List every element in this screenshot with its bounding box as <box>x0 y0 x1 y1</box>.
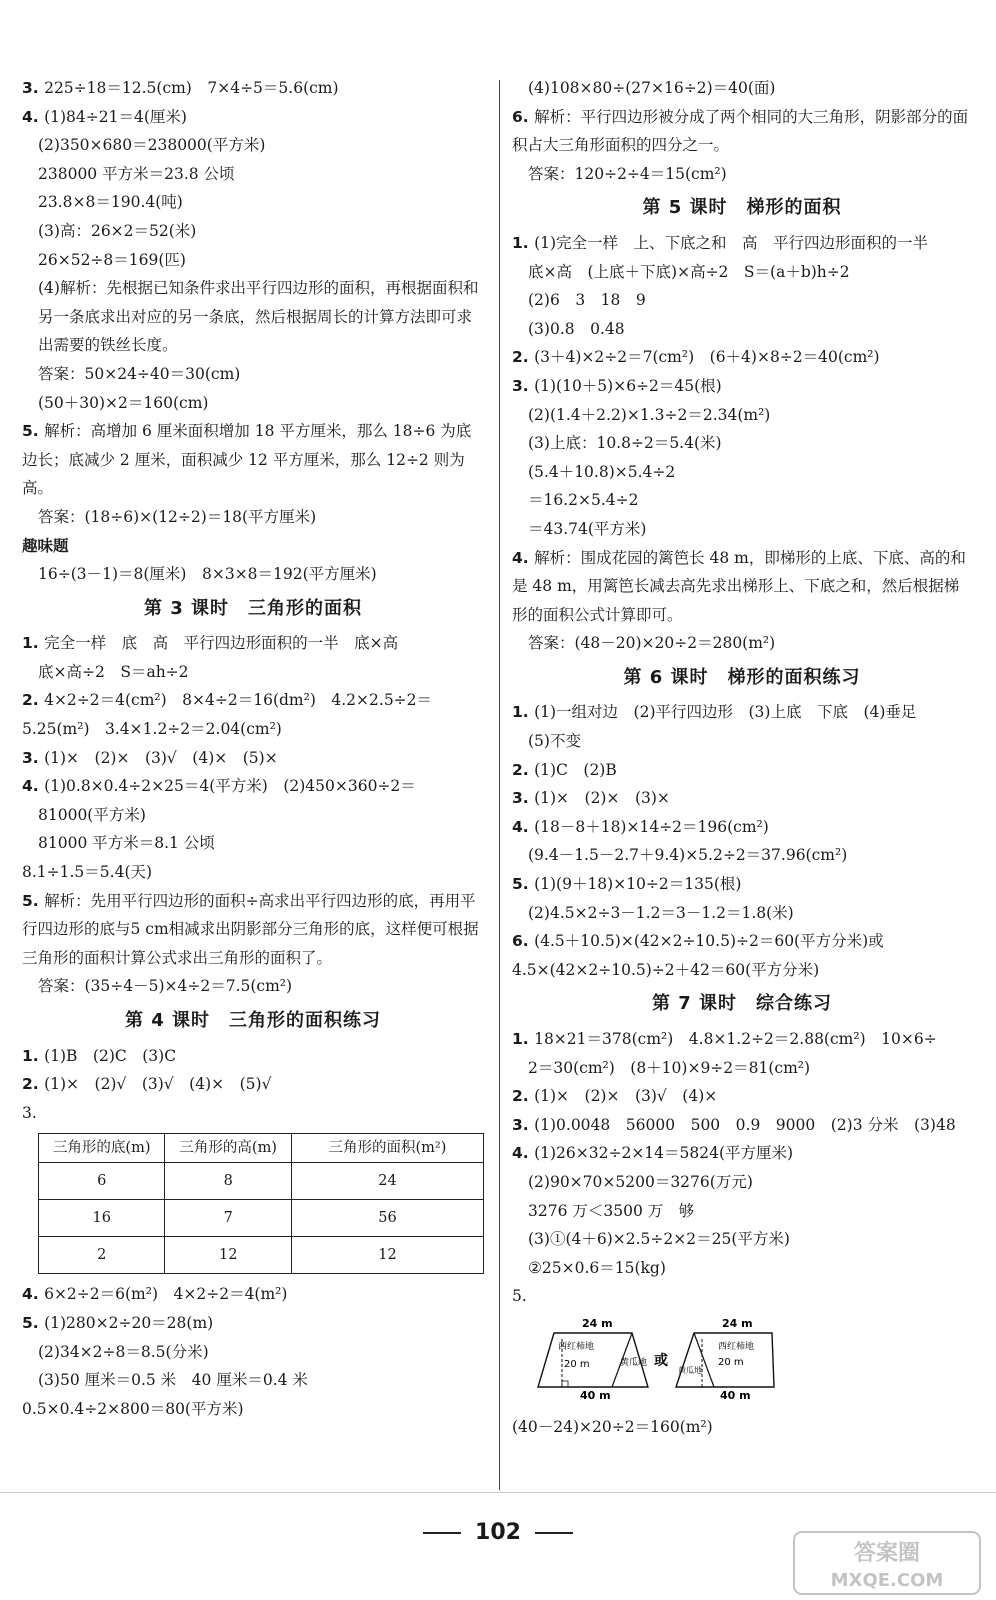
table-header-cell: 三角形的底(m) <box>39 1134 165 1163</box>
answer-line: 81000(平方米) <box>38 805 146 824</box>
footer-rule <box>0 1492 996 1493</box>
answer-block <box>512 229 972 658</box>
answer-line: 底×高 (上底＋下底)×高÷2 S＝(a＋b)h÷2 <box>528 262 850 281</box>
page-number: 102 <box>475 1520 521 1545</box>
label-height: 20 m <box>564 1358 590 1370</box>
answer-line: 8.1÷1.5＝5.4(天) <box>22 863 153 882</box>
right-angle-mark <box>562 1381 568 1387</box>
table-cell: 8 <box>165 1163 291 1200</box>
answer-line: 4. (1)0.8×0.4÷2×25＝4(平方米) (2)450×360÷2＝ <box>22 777 416 796</box>
answer-line: 5. <box>512 1287 527 1306</box>
answer-block <box>22 74 484 589</box>
answer-block <box>22 1042 484 1128</box>
answer-line: 5. (1)280×2÷20＝28(m) <box>22 1313 214 1332</box>
label-height: 20 m <box>718 1356 744 1368</box>
table-row <box>39 1237 484 1274</box>
answer-line: 2＝30(cm²) (8＋10)×9÷2＝81(cm²) <box>528 1058 811 1077</box>
label-or: 或 <box>654 1352 668 1369</box>
answer-line: 1. (1)完全一样 上、下底之和 高 平行四边形面积的一半 <box>512 233 929 252</box>
answer-line: 1. 完全一样 底 高 平行四边形面积的一半 底×高 <box>22 634 399 653</box>
answer-line: 1. (1)B (2)C (3)C <box>22 1046 177 1065</box>
answer-line: 81000 平方米＝8.1 公顷 <box>38 834 215 853</box>
answer-line: 4. 6×2÷2＝6(m²) 4×2÷2＝4(m²) <box>22 1285 288 1304</box>
answer-line: 6. (4.5＋10.5)×(42×2÷10.5)÷2＝60(平方分米)或 4.5×(42×2÷10.5)÷2＋42＝60(平方分米) <box>512 932 884 979</box>
answer-line: (3)①(4＋6)×2.5÷2×2＝25(平方米) <box>528 1230 790 1249</box>
answer-line: 底×高÷2 S＝ah÷2 <box>38 662 189 681</box>
answer-line: 238000 平方米＝23.8 公顷 <box>38 164 235 183</box>
answer-line: ②25×0.6＝15(kg) <box>528 1258 666 1277</box>
answer-line: 4. (1)26×32÷2×14＝5824(平方厘米) <box>512 1144 794 1163</box>
label-top: 24 m <box>582 1316 613 1330</box>
answer-line: 6. 解析：平行四边形被分成了两个相同的大三角形，阴影部分的面积占大三角形面积的四分之一。 <box>512 107 969 155</box>
footer-dash <box>535 1532 573 1534</box>
answer-line: 3. (1)0.0048 56000 500 0.9 9000 (2)3 分米 (3)48 <box>512 1115 956 1134</box>
answer-line: 3. (1)× (2)× (3)× <box>512 789 670 808</box>
label-bottom: 40 m <box>720 1388 751 1401</box>
table-cell: 12 <box>291 1237 483 1274</box>
table-cell: 12 <box>165 1237 291 1274</box>
table-cell: 16 <box>39 1200 165 1237</box>
answer-line: 5.25(m²) 3.4×1.2÷2＝2.04(cm²) <box>22 720 282 739</box>
answer-line: 5. 解析：高增加 6 厘米面积增加 18 平方厘米，那么 18÷6 为底边长；底减少 2 厘米，面积减少 12 平方厘米，那么 12÷2 则为高。 <box>22 422 472 498</box>
answer-line: 4. (18－8＋18)×14÷2＝196(cm²) <box>512 817 769 836</box>
table-cell: 2 <box>39 1237 165 1274</box>
answer-line: 答案：(48－20)×20÷2＝280(m²) <box>528 634 776 653</box>
answer-line: 2. (3＋4)×2÷2＝7(cm²) (6＋4)×8÷2＝40(cm²) <box>512 348 880 367</box>
trapezoid-diagram <box>536 1315 776 1401</box>
answer-line: (5)不变 <box>528 732 581 751</box>
answer-block <box>512 74 972 188</box>
answer-line: 3. (1)× (2)× (3)√ (4)× (5)× <box>22 748 278 767</box>
answer-block <box>22 1280 484 1423</box>
table-header-cell: 三角形的面积(m²) <box>291 1134 483 1163</box>
answer-line: (2)34×2÷8＝8.5(分米) <box>38 1342 209 1361</box>
answer-line: 答案：(35÷4－5)×4÷2＝7.5(cm²) <box>38 977 293 996</box>
answer-line: 答案：(18÷6)×(12÷2)＝18(平方厘米) <box>38 507 317 526</box>
section-heading-lesson-5: 第 5 课时 梯形的面积 <box>642 197 842 219</box>
answer-line: (2)350×680＝238000(平方米) <box>38 136 266 155</box>
trapezoid-figure <box>536 1315 972 1411</box>
table-cell: 7 <box>165 1200 291 1237</box>
table-row <box>39 1200 484 1237</box>
answer-line: 1. (1)一组对边 (2)平行四边形 (3)上底 下底 (4)垂足 <box>512 703 917 722</box>
answer-block <box>512 1025 972 1311</box>
answer-line: 趣味题 <box>22 536 69 555</box>
answer-line: 答案：50×24÷40＝30(cm) <box>38 364 241 383</box>
answer-line: 答案：120÷2÷4＝15(cm²) <box>528 164 727 183</box>
answer-line: (2)6 3 18 9 <box>528 291 646 310</box>
label-bottom: 40 m <box>580 1388 611 1401</box>
answer-line: 16÷(3－1)＝8(厘米) 8×3×8＝192(平方厘米) <box>38 565 377 584</box>
table-header-cell: 三角形的高(m) <box>165 1134 291 1163</box>
answer-block <box>512 698 972 984</box>
answer-line: 4. 解析：围成花园的篱笆长 48 m，即梯形的上底、下底、高的和是 48 m，用篱笆长减去高先求出梯形上、下底之和，然后根据梯形的面积公式计算即可。 <box>512 548 966 624</box>
answer-line: 3. (1)(10＋5)×6÷2＝45(根) <box>512 376 722 395</box>
answer-line: 2. 4×2÷2＝4(cm²) 8×4÷2＝16(dm²) 4.2×2.5÷2＝ <box>22 691 433 710</box>
answer-line: (4)108×80÷(27×16÷2)＝40(面) <box>528 79 776 97</box>
answer-line: 23.8×8＝190.4(吨) <box>38 193 183 212</box>
answer-line: (2)4.5×2÷3－1.2＝3－1.2＝1.8(米) <box>528 903 794 922</box>
section-heading-lesson-6: 第 6 课时 梯形的面积练习 <box>623 666 861 688</box>
answer-line: (40－24)×20÷2＝160(m²) <box>512 1417 713 1436</box>
footer-dash <box>423 1532 461 1534</box>
answer-line: 4. (1)84÷21＝4(厘米) <box>22 107 187 126</box>
answer-line: (2)(1.4＋2.2)×1.3÷2＝2.34(m²) <box>528 405 771 424</box>
answer-line: (3)高：26×2＝52(米) <box>38 221 197 240</box>
answer-line: (3)0.8 0.48 <box>528 319 625 338</box>
svg-text:答案圈: 答案圈 <box>853 1541 921 1566</box>
section-heading-lesson-3: 第 3 课时 三角形的面积 <box>143 597 363 619</box>
answer-line: 5. (1)(9＋18)×10÷2＝135(根) <box>512 875 742 894</box>
answer-line: ＝16.2×5.4÷2 <box>528 491 639 510</box>
answer-line: ＝43.74(平方米) <box>528 519 647 538</box>
answer-line: 3276 万＜3500 万 够 <box>528 1201 695 1220</box>
divider-line <box>694 1333 714 1387</box>
answer-line: 0.5×0.4÷2×800＝80(平方米) <box>22 1399 244 1418</box>
section-heading-lesson-4: 第 4 课时 三角形的面积练习 <box>124 1010 382 1031</box>
table-cell: 6 <box>39 1163 165 1200</box>
table-cell: 24 <box>291 1163 483 1200</box>
answer-line: 3. 225÷18＝12.5(cm) 7×4÷5＝5.6(cm) <box>22 79 339 97</box>
answer-line: 26×52÷8＝169(匹) <box>38 250 186 269</box>
answer-line: (3)上底：10.8÷2＝5.4(米) <box>528 434 722 453</box>
label-tomato: 西红柿地 <box>558 1341 595 1352</box>
answer-line: 2. (1)× (2)√ (3)√ (4)× (5)√ <box>22 1075 272 1094</box>
label-tomato: 西红柿地 <box>718 1341 755 1352</box>
label-cucumber: 黄瓜地 <box>678 1365 702 1375</box>
answer-line: (2)90×70×5200＝3276(万元) <box>528 1172 753 1191</box>
triangle-table <box>38 1133 484 1274</box>
label-top: 24 m <box>722 1316 753 1330</box>
table-cell: 56 <box>291 1200 483 1237</box>
right-column <box>512 74 972 1441</box>
answer-block <box>22 629 484 1001</box>
answer-line: (4)解析：先根据已知条件求出平行四边形的面积，再根据面积和另一条底求出对应的另一条底，然后根据周长的计算方法即可求出需要的铁丝长度。 <box>38 279 479 355</box>
answer-line: 2. (1)C (2)B <box>512 760 617 779</box>
answer-line: 3. <box>22 1103 37 1122</box>
answer-line: (9.4－1.5－2.7＋9.4)×5.2÷2＝37.96(cm²) <box>528 846 848 865</box>
watermark-logo <box>792 1530 982 1596</box>
label-cucumber: 黄瓜地 <box>620 1357 648 1368</box>
answer-line: 5. 解析：先用平行四边形的面积÷高求出平行四边形的底，再用平行四边形的底与5 cm相减求出阴影部分三角形的底，这样便可根据三角形的面积计算公式求出三角形的面积了。 <box>22 891 479 967</box>
answer-line: (3)50 厘米＝0.5 米 40 厘米＝0.4 米 <box>38 1371 308 1390</box>
answer-line: (50＋30)×2＝160(cm) <box>38 393 209 412</box>
left-column <box>22 74 484 1423</box>
answer-line: 1. 18×21＝378(cm²) 4.8×1.2÷2＝2.88(cm²) 10×6÷ <box>512 1030 937 1048</box>
table-header-row <box>39 1134 484 1163</box>
column-divider <box>499 80 500 1490</box>
answer-line: 2. (1)× (2)× (3)√ (4)× <box>512 1087 718 1106</box>
section-heading-lesson-7: 第 7 课时 综合练习 <box>651 993 833 1015</box>
answer-line: (5.4＋10.8)×5.4÷2 <box>528 462 676 481</box>
table-row <box>39 1163 484 1200</box>
svg-text:MXQE.COM: MXQE.COM <box>830 1570 944 1591</box>
